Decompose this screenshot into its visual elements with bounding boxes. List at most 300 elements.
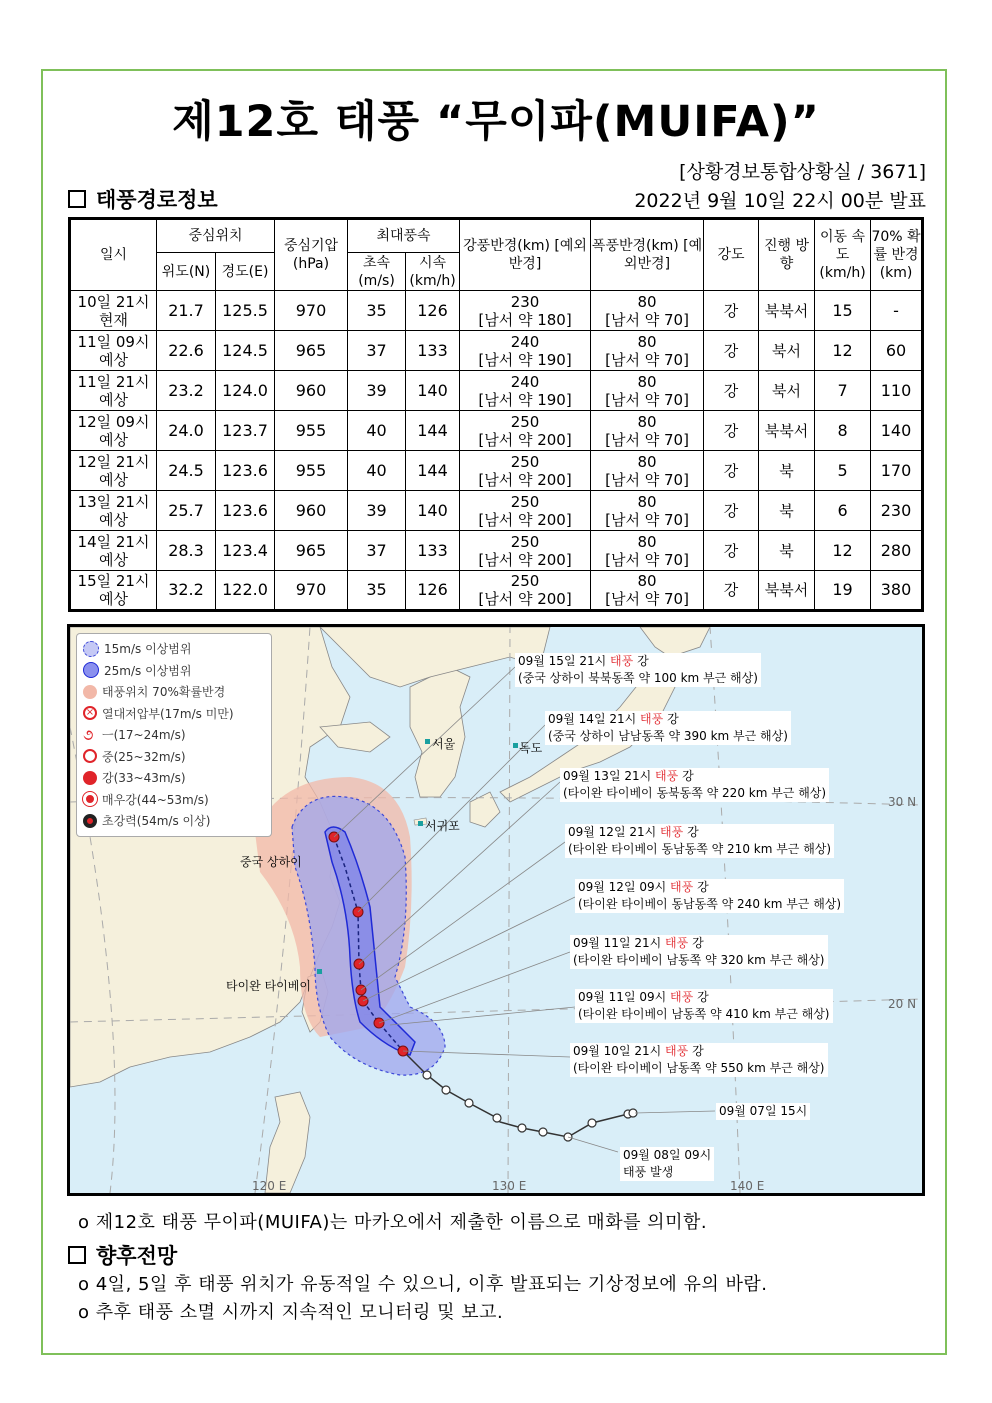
checkbox-icon <box>68 190 86 208</box>
section-track-info <box>68 184 218 214</box>
cell-intensity-text: 강 <box>723 461 739 480</box>
cell-gale-text: 230 <box>510 292 540 311</box>
section-outlook <box>68 1240 177 1270</box>
super-typhoon-icon <box>83 814 97 828</box>
past-label-event: 태풍 발생 <box>623 1165 674 1179</box>
header-datetime: 일시 <box>70 219 157 291</box>
cell-datetime-text: 12일 21시 <box>77 452 150 471</box>
cell-direction-text: 북북서 <box>764 581 809 599</box>
cell-datetime <box>70 451 157 491</box>
header-kmh: 시속 (km/h) <box>406 253 460 291</box>
forecast-label <box>545 711 791 745</box>
cell-pressure <box>275 531 348 571</box>
cell-ms <box>348 451 406 491</box>
cell-prob-text: 170 <box>880 460 912 480</box>
grid-120e: 120 E <box>252 1179 287 1193</box>
forecast-label-int: 강 <box>697 990 709 1004</box>
table-row <box>70 411 923 451</box>
cell-datetime-text: 예상 <box>99 430 128 449</box>
cell-intensity-text: 강 <box>723 541 739 560</box>
cell-lon-text: 123.6 <box>222 460 268 480</box>
cell-prob-text: 110 <box>880 380 912 400</box>
kyushu-land <box>470 792 500 827</box>
cell-storm-text: [남서 약 70] <box>605 550 689 569</box>
seogwipo-marker <box>418 821 423 826</box>
table-row <box>70 371 923 411</box>
header-maxwind: 최대풍속 <box>348 219 460 253</box>
cell-speed <box>815 531 871 571</box>
shandong-land <box>320 722 390 752</box>
cell-direction-text: 북 <box>779 541 794 560</box>
cell-intensity-text: 강 <box>723 301 739 320</box>
cell-prob <box>871 411 923 451</box>
cell-pressure <box>275 571 348 611</box>
cell-datetime-text: 13일 21시 <box>77 492 150 511</box>
cell-gale <box>460 531 591 571</box>
cell-direction-text: 북 <box>779 501 794 520</box>
forecast-label-int: 강 <box>692 1044 704 1058</box>
forecast-label-int: 강 <box>667 712 679 726</box>
typhoon-track-map <box>67 624 925 1196</box>
forecast-label-desc: (타이완 타이베이 동북동쪽 약 220 km 부근 해상) <box>563 786 827 800</box>
cell-lon <box>216 411 275 451</box>
cell-speed-text: 5 <box>837 460 848 480</box>
cell-speed <box>815 371 871 411</box>
legend-label: 매우강(44~53m/s) <box>102 792 209 807</box>
cell-pressure-text: 960 <box>295 500 327 520</box>
cell-kmh <box>406 491 460 531</box>
header-pressure: 중심기압 (hPa) <box>275 219 348 291</box>
cell-lon <box>216 371 275 411</box>
cell-pressure-text: 965 <box>295 340 327 360</box>
cell-lon <box>216 451 275 491</box>
cell-storm-text: [남서 약 70] <box>605 310 689 329</box>
cell-datetime-text: 예상 <box>99 590 128 608</box>
cell-speed-text: 19 <box>832 580 853 599</box>
cell-ms-text: 39 <box>366 380 387 400</box>
cell-kmh <box>406 371 460 411</box>
cell-storm-text: [남서 약 70] <box>605 430 689 449</box>
forecast-label-type: 태풍 <box>640 712 664 726</box>
forecast-label-date: 09월 11일 21시 <box>573 936 662 950</box>
place-dokdo: 독도 <box>519 741 543 755</box>
cell-ms-text: 37 <box>366 540 387 560</box>
header-speed: 이동 속도 (km/h) <box>815 219 871 291</box>
cell-gale <box>460 451 591 491</box>
cell-intensity <box>704 491 759 531</box>
forecast-label-date: 09월 12일 09시 <box>578 880 667 894</box>
header-intensity: 강도 <box>704 219 759 291</box>
cell-storm-text: [남서 약 70] <box>605 350 689 369</box>
map-legend <box>76 633 272 837</box>
cell-direction <box>759 331 815 371</box>
cell-gale-text: [남서 약 200] <box>478 550 572 569</box>
cell-gale-text: [남서 약 200] <box>478 590 572 608</box>
cell-intensity-text: 강 <box>723 581 739 599</box>
cell-gale-text: [남서 약 190] <box>478 350 572 369</box>
cell-intensity <box>704 331 759 371</box>
cell-datetime-text: 14일 21시 <box>77 532 150 551</box>
cell-datetime <box>70 331 157 371</box>
cell-lat <box>157 331 216 371</box>
table-row <box>70 331 923 371</box>
cell-lon-text: 123.7 <box>222 420 268 440</box>
cell-ms <box>348 371 406 411</box>
cell-gale-text: [남서 약 190] <box>478 390 572 409</box>
forecast-label-date: 09월 14일 21시 <box>548 712 637 726</box>
forecast-label <box>575 989 833 1023</box>
cell-datetime-text: 예상 <box>99 550 128 569</box>
cell-pressure <box>275 451 348 491</box>
header-lat: 위도(N) <box>157 253 216 291</box>
cell-gale-text: 250 <box>510 492 540 511</box>
cell-gale-text: [남서 약 180] <box>478 310 572 329</box>
cell-ms-text: 40 <box>366 460 387 480</box>
forecast-label-date: 09월 10일 21시 <box>573 1044 662 1058</box>
forecast-label-desc: (중국 상하이 북북동쪽 약 100 km 부근 해상) <box>518 671 758 685</box>
cell-lon <box>216 491 275 531</box>
legend-label: 25m/s 이상범위 <box>104 663 192 678</box>
note-name-meaning: o 제12호 태풍 무이파(MUIFA)는 마카오에서 제출한 이름으로 매화를 의미함. <box>78 1212 708 1233</box>
cell-direction <box>759 451 815 491</box>
cell-lon-text: 124.0 <box>222 380 268 400</box>
cell-datetime <box>70 531 157 571</box>
cell-gale-text: 250 <box>510 412 540 431</box>
cell-direction-text: 북 <box>779 461 794 480</box>
cell-kmh <box>406 451 460 491</box>
forecast-label-desc: (타이완 타이베이 동남동쪽 약 240 km 부근 해상) <box>578 897 842 911</box>
cell-datetime-text: 12일 09시 <box>77 412 150 431</box>
cell-pressure <box>275 291 348 331</box>
strong-typhoon-icon <box>83 771 97 785</box>
checkbox-icon <box>68 1246 86 1264</box>
cell-lon-text: 124.5 <box>222 340 268 360</box>
legend-label: 열대저압부(17m/s 미만) <box>102 706 234 721</box>
past-label-0908 <box>620 1147 714 1181</box>
cell-gale-text: 240 <box>510 372 540 391</box>
storm-area-icon <box>83 662 99 678</box>
cell-lat-text: 24.0 <box>168 420 204 440</box>
cell-lat-text: 25.7 <box>168 500 204 520</box>
header-storm: 폭풍반경(km) [예외반경] <box>591 219 704 291</box>
cell-datetime-text: 예상 <box>99 470 128 489</box>
cell-kmh-text: 140 <box>417 500 448 520</box>
forecast-label-desc: (타이완 타이베이 남동쪽 약 550 km 부근 해상) <box>573 1061 825 1075</box>
forecast-label-desc: (타이완 타이베이 남동쪽 약 410 km 부근 해상) <box>578 1007 830 1021</box>
cell-speed <box>815 291 871 331</box>
header-lon: 경도(E) <box>216 253 275 291</box>
cell-pressure <box>275 491 348 531</box>
cell-prob <box>871 331 923 371</box>
cell-prob-text: 140 <box>880 420 912 440</box>
cell-speed <box>815 571 871 611</box>
cell-lon-text: 123.6 <box>222 500 268 520</box>
cell-kmh-text: 126 <box>417 580 448 599</box>
track-table <box>68 217 924 612</box>
cell-ms <box>348 411 406 451</box>
forecast-label-type: 태풍 <box>670 990 694 1004</box>
cell-ms <box>348 291 406 331</box>
cell-datetime <box>70 491 157 531</box>
cell-pressure <box>275 331 348 371</box>
cell-lat-text: 28.3 <box>168 540 204 560</box>
past-label-0907: 09월 07일 15시 <box>716 1103 810 1120</box>
cell-ms-text: 39 <box>366 500 387 520</box>
cell-pressure-text: 960 <box>295 380 327 400</box>
cell-pressure <box>275 411 348 451</box>
cell-datetime <box>70 411 157 451</box>
grid-20n: 20 N <box>888 997 917 1011</box>
forecast-label <box>570 1043 828 1077</box>
probability-area-icon <box>83 685 97 699</box>
cell-ms-text: 35 <box>366 580 387 599</box>
cell-lon-text: 123.4 <box>222 540 268 560</box>
cell-gale <box>460 331 591 371</box>
cell-intensity-text: 강 <box>723 501 739 520</box>
cell-direction <box>759 371 815 411</box>
cell-pressure <box>275 371 348 411</box>
table-row <box>70 291 923 331</box>
forecast-label-int: 강 <box>682 769 694 783</box>
legend-label: 15m/s 이상범위 <box>104 642 192 657</box>
forecast-label <box>575 879 844 913</box>
header-gale: 강풍반경(km) [예외반경] <box>460 219 591 291</box>
forecast-label-desc: (타이완 타이베이 동남동쪽 약 210 km 부근 해상) <box>568 842 832 856</box>
legend-label: 초강력(54m/s 이상) <box>102 814 211 829</box>
cell-speed-text: 12 <box>832 540 853 560</box>
table-row <box>70 491 923 531</box>
cell-storm-text: 80 <box>637 292 657 311</box>
weak-typhoon-icon: ૭ <box>83 725 94 744</box>
grid-30n: 30 N <box>888 795 917 809</box>
cell-intensity <box>704 411 759 451</box>
legend-label: 중(25~32m/s) <box>102 749 186 764</box>
cell-storm <box>591 451 704 491</box>
forecast-label-type: 태풍 <box>660 825 684 839</box>
medium-typhoon-icon <box>83 749 97 763</box>
cell-storm-text: [남서 약 70] <box>605 510 689 529</box>
table-row <box>70 531 923 571</box>
forecast-label-type: 태풍 <box>665 936 689 950</box>
cell-kmh-text: 144 <box>417 420 448 440</box>
cell-storm <box>591 411 704 451</box>
cell-lon <box>216 291 275 331</box>
forecast-label-int: 강 <box>697 880 709 894</box>
header-direction: 진행 방향 <box>759 219 815 291</box>
place-seogwipo: 서귀포 <box>425 819 460 833</box>
department: [상황경보통합상황실 / 3671] <box>679 161 926 183</box>
cell-ms <box>348 571 406 611</box>
cell-direction <box>759 491 815 531</box>
cell-gale-text: 240 <box>510 332 540 351</box>
section-title: 향후전망 <box>96 1244 178 1268</box>
legend-label: ㅡ(17~24m/s) <box>102 728 186 743</box>
header-prob: 70% 확률 반경 (km) <box>871 219 923 291</box>
cell-prob <box>871 291 923 331</box>
table-row <box>70 451 923 491</box>
forecast-label <box>560 768 829 802</box>
forecast-label <box>570 935 828 969</box>
cell-storm-text: 80 <box>637 492 657 511</box>
cell-speed <box>815 331 871 371</box>
cell-datetime <box>70 291 157 331</box>
cell-speed-text: 12 <box>832 340 853 360</box>
cell-speed-text: 15 <box>832 300 853 320</box>
cell-lon-text: 122.0 <box>222 580 268 599</box>
cell-direction <box>759 531 815 571</box>
header-ms: 초속 (m/s) <box>348 253 406 291</box>
cell-lat <box>157 371 216 411</box>
cell-speed-text: 7 <box>837 380 848 400</box>
cell-pressure-text: 970 <box>295 580 327 599</box>
forecast-label <box>565 824 834 858</box>
cell-datetime-text: 15일 21시 <box>77 572 150 590</box>
cell-kmh-text: 144 <box>417 460 448 480</box>
cell-gale-text: 250 <box>510 532 540 551</box>
forecast-label-type: 태풍 <box>670 880 694 894</box>
cell-direction-text: 북서 <box>772 341 802 360</box>
cell-lat <box>157 411 216 451</box>
forecast-label-date: 09월 13일 21시 <box>563 769 652 783</box>
cell-gale-text: 250 <box>510 452 540 471</box>
cell-lat-text: 22.6 <box>168 340 204 360</box>
cell-lat <box>157 571 216 611</box>
cell-speed <box>815 451 871 491</box>
cell-intensity-text: 강 <box>723 341 739 360</box>
note-outlook-1: o 4일, 5일 후 태풍 위치가 유동적일 수 있으니, 이후 발표되는 기상정보에 유의 바람. <box>78 1274 768 1295</box>
cell-pressure-text: 965 <box>295 540 327 560</box>
forecast-label <box>515 653 761 687</box>
cell-intensity <box>704 291 759 331</box>
cell-storm-text: [남서 약 70] <box>605 590 689 608</box>
cell-intensity <box>704 371 759 411</box>
cell-lat-text: 23.2 <box>168 380 204 400</box>
cell-kmh <box>406 571 460 611</box>
cell-kmh <box>406 411 460 451</box>
cell-kmh-text: 133 <box>417 340 448 360</box>
cell-direction-text: 북북서 <box>764 421 809 440</box>
legend-label: 강(33~43m/s) <box>102 771 186 786</box>
cell-prob <box>871 531 923 571</box>
forecast-label-type: 태풍 <box>610 654 634 668</box>
cell-prob-text: 280 <box>880 540 912 560</box>
cell-datetime-text: 11일 09시 <box>77 332 150 351</box>
cell-pressure-text: 955 <box>295 460 327 480</box>
cell-lat <box>157 291 216 331</box>
cell-storm-text: [남서 약 70] <box>605 470 689 489</box>
cell-datetime-text: 현재 <box>99 310 128 329</box>
cell-ms <box>348 491 406 531</box>
cell-kmh <box>406 291 460 331</box>
cell-pressure-text: 970 <box>295 300 327 320</box>
place-shanghai: 중국 상하이 <box>240 855 302 869</box>
cell-storm <box>591 571 704 611</box>
cell-prob <box>871 371 923 411</box>
depression-icon: × <box>83 706 97 720</box>
cell-prob-text: 380 <box>880 580 912 599</box>
cell-gale <box>460 371 591 411</box>
cell-storm <box>591 331 704 371</box>
cell-storm <box>591 531 704 571</box>
cell-lat <box>157 491 216 531</box>
cell-ms <box>348 331 406 371</box>
forecast-label-date: 09월 11일 09시 <box>578 990 667 1004</box>
cell-kmh-text: 140 <box>417 380 448 400</box>
cell-intensity-text: 강 <box>723 421 739 440</box>
cell-speed-text: 8 <box>837 420 848 440</box>
forecast-label-int: 강 <box>637 654 649 668</box>
cell-storm-text: 80 <box>637 452 657 471</box>
cell-datetime-text: 예상 <box>99 510 128 529</box>
cell-storm-text: 80 <box>637 532 657 551</box>
cell-prob-text: - <box>893 300 899 320</box>
cell-storm-text: 80 <box>637 412 657 431</box>
cell-lon-text: 125.5 <box>222 300 268 320</box>
seoul-marker <box>425 739 430 744</box>
cell-storm-text: 80 <box>637 572 657 590</box>
cell-intensity-text: 강 <box>723 381 739 400</box>
cell-prob-text: 230 <box>880 500 912 520</box>
cell-gale <box>460 291 591 331</box>
taipei-marker <box>317 969 322 974</box>
cell-datetime-text: 10일 21시 <box>77 292 150 311</box>
cell-kmh <box>406 331 460 371</box>
cell-lat-text: 24.5 <box>168 460 204 480</box>
cell-lat-text: 21.7 <box>168 300 204 320</box>
forecast-label-date: 09월 15일 21시 <box>518 654 607 668</box>
cell-ms-text: 37 <box>366 340 387 360</box>
cell-direction-text: 북북서 <box>764 301 809 320</box>
cell-gale-text: [남서 약 200] <box>478 510 572 529</box>
page-title: 제12호 태풍 “무이파(MUIFA)” <box>172 97 820 147</box>
forecast-label-type: 태풍 <box>665 1044 689 1058</box>
cell-datetime <box>70 571 157 611</box>
forecast-label-int: 강 <box>687 825 699 839</box>
cell-storm-text: 80 <box>637 332 657 351</box>
very-strong-typhoon-icon <box>83 792 97 806</box>
cell-storm <box>591 491 704 531</box>
forecast-label-desc: (타이완 타이베이 남동쪽 약 320 km 부근 해상) <box>573 953 825 967</box>
forecast-label-date: 09월 12일 21시 <box>568 825 657 839</box>
cell-gale <box>460 411 591 451</box>
cell-lon <box>216 331 275 371</box>
grid-140e: 140 E <box>730 1179 765 1193</box>
dokdo-marker <box>513 743 518 748</box>
cell-gale <box>460 491 591 531</box>
place-seoul: 서울 <box>432 737 456 751</box>
cell-intensity <box>704 531 759 571</box>
cell-ms-text: 40 <box>366 420 387 440</box>
past-points <box>423 1071 637 1141</box>
legend-label: 태풍위치 70%확률반경 <box>102 685 226 700</box>
cell-gale-text: [남서 약 200] <box>478 430 572 449</box>
cell-gale-text: [남서 약 200] <box>478 470 572 489</box>
section-title: 태풍경로정보 <box>96 188 218 212</box>
cell-pressure-text: 955 <box>295 420 327 440</box>
luzon-land <box>265 1092 310 1193</box>
place-taipei: 타이완 타이베이 <box>226 979 311 993</box>
grid-130e: 130 E <box>492 1179 527 1193</box>
cell-storm <box>591 291 704 331</box>
cell-ms-text: 35 <box>366 300 387 320</box>
cell-datetime <box>70 371 157 411</box>
cell-lat <box>157 531 216 571</box>
cell-storm-text: [남서 약 70] <box>605 390 689 409</box>
cell-gale-text: 250 <box>510 572 540 590</box>
cell-kmh-text: 126 <box>417 300 448 320</box>
korea-land <box>410 667 470 797</box>
cell-speed <box>815 491 871 531</box>
